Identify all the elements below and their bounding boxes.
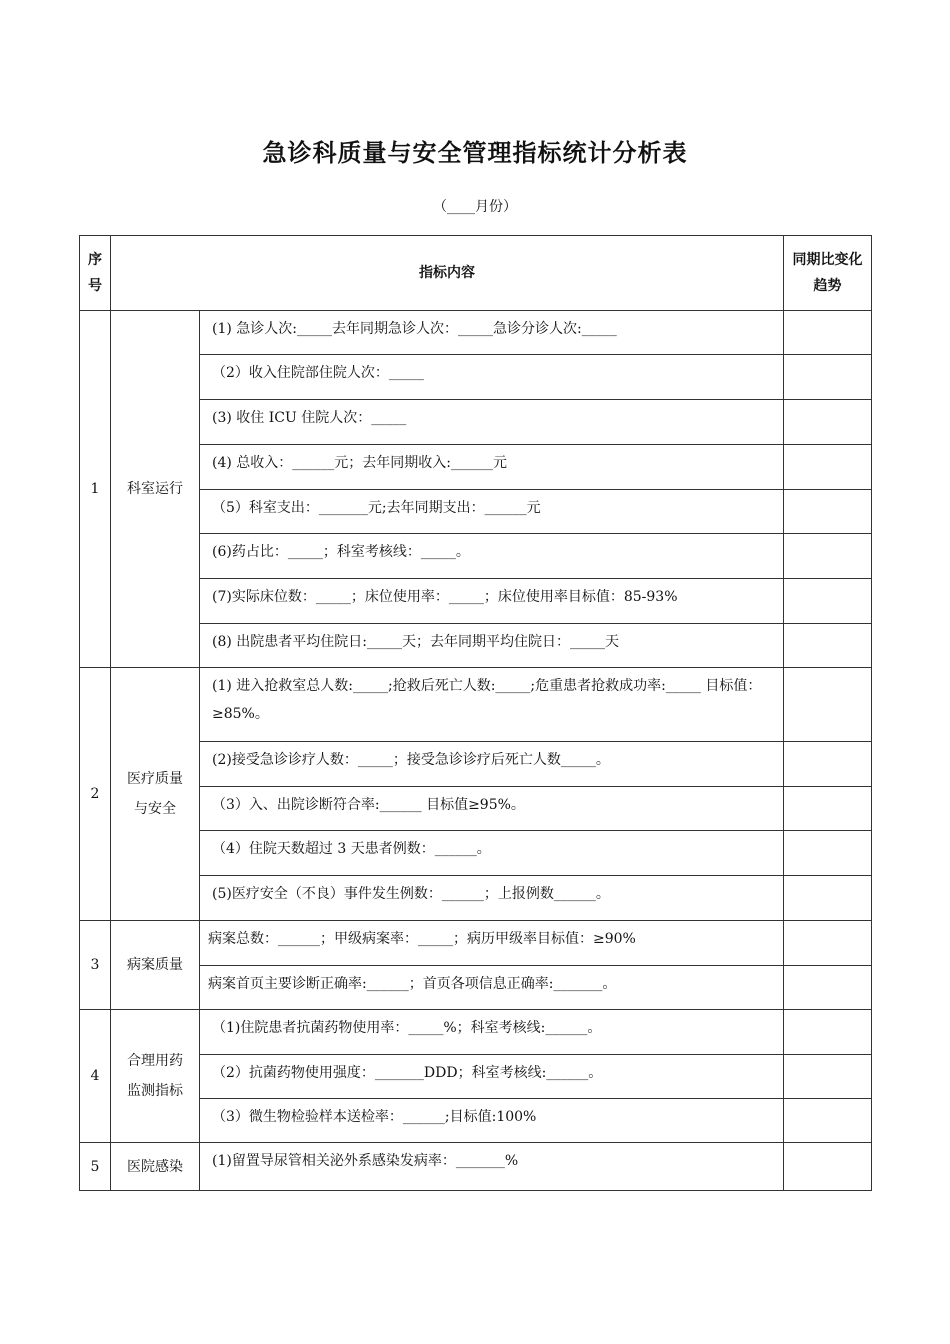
trend-input-cell[interactable] <box>784 1010 872 1055</box>
trend-input-cell[interactable] <box>784 400 872 445</box>
section-category: 医疗质量与安全 <box>111 668 200 921</box>
trend-input-cell[interactable] <box>784 1055 872 1099</box>
trend-input-cell[interactable] <box>784 355 872 400</box>
indicator-text: 病案总数：______；甲级病案率：_____；病历甲级率目标值：≥90% <box>200 921 784 966</box>
form-title: 急诊科质量与安全管理指标统计分析表 <box>262 139 688 167</box>
section-number: 1 <box>80 311 111 668</box>
trend-input-cell[interactable] <box>784 311 872 355</box>
indicator-text: 病案首页主要诊断正确率:______；首页各项信息正确率:_______。 <box>200 966 784 1010</box>
trend-input-cell[interactable] <box>784 668 872 742</box>
indicator-text: （3）入、出院诊断符合率:______ 目标值≥95%。 <box>200 787 784 831</box>
indicator-row <box>80 1143 872 1191</box>
indicator-text: (7)实际床位数：_____；床位使用率：_____；床位使用率目标值：85-93% <box>200 579 784 624</box>
indicator-text: (5)医疗安全（不良）事件发生例数：______；上报例数______。 <box>200 876 784 921</box>
trend-input-cell[interactable] <box>784 445 872 490</box>
trend-input-cell[interactable] <box>784 966 872 1010</box>
trend-input-cell[interactable] <box>784 1143 872 1191</box>
section-number: 4 <box>80 1010 111 1143</box>
indicator-table <box>79 235 872 1191</box>
indicator-text: （2）收入住院部住院人次：_____ <box>200 355 784 400</box>
indicator-row <box>80 1010 872 1055</box>
header-row <box>80 236 872 311</box>
trend-input-cell[interactable] <box>784 787 872 831</box>
indicator-text: （4）住院天数超过 3 天患者例数：______。 <box>200 831 784 876</box>
header-seq: 序号 <box>80 236 111 311</box>
trend-input-cell[interactable] <box>784 490 872 534</box>
trend-input-cell[interactable] <box>784 742 872 787</box>
header-content: 指标内容 <box>111 236 784 311</box>
indicator-text: （3）微生物检验样本送检率：______;目标值:100% <box>200 1099 784 1143</box>
indicator-text: （1)住院患者抗菌药物使用率：_____%；科室考核线:______。 <box>200 1010 784 1055</box>
indicator-text: (6)药占比：_____；科室考核线：_____。 <box>200 534 784 579</box>
indicator-row <box>80 668 872 742</box>
trend-input-cell[interactable] <box>784 579 872 624</box>
trend-input-cell[interactable] <box>784 921 872 966</box>
section-category: 医院感染 <box>111 1143 200 1191</box>
indicator-text: (2)接受急诊诊疗人数：_____；接受急诊诊疗后死亡人数_____。 <box>200 742 784 787</box>
section-category: 合理用药监测指标 <box>111 1010 200 1143</box>
section-number: 3 <box>80 921 111 1010</box>
indicator-text: (8) 出院患者平均住院日:_____天；去年同期平均住院日：_____天 <box>200 624 784 668</box>
trend-input-cell[interactable] <box>784 831 872 876</box>
header-trend: 同期比变化趋势 <box>784 236 872 311</box>
section-category: 病案质量 <box>111 921 200 1010</box>
indicator-row <box>80 921 872 966</box>
trend-input-cell[interactable] <box>784 534 872 579</box>
trend-input-cell[interactable] <box>784 1099 872 1143</box>
indicator-text: （5）科室支出：_______元;去年同期支出：______元 <box>200 490 784 534</box>
indicator-text: （2）抗菌药物使用强度：_______DDD；科室考核线:______。 <box>200 1055 784 1099</box>
section-number: 2 <box>80 668 111 921</box>
trend-input-cell[interactable] <box>784 624 872 668</box>
indicator-text: (1)留置导尿管相关泌外系感染发病率：_______% <box>200 1143 784 1191</box>
section-category: 科室运行 <box>111 311 200 668</box>
trend-input-cell[interactable] <box>784 876 872 921</box>
indicator-text: (4) 总收入：______元；去年同期收入:______元 <box>200 445 784 490</box>
indicator-text: (1) 急诊人次:_____去年同期急诊人次：_____急诊分诊人次:_____ <box>200 311 784 355</box>
indicator-text: (3) 收住 ICU 住院人次：_____ <box>200 400 784 445</box>
indicator-row <box>80 311 872 355</box>
month-label: （____月份） <box>433 199 517 215</box>
indicator-text: (1) 进入抢救室总人数:_____;抢救后死亡人数:_____;危重患者抢救成功率:_____ 目标值：≥85%。 <box>200 668 784 742</box>
section-number: 5 <box>80 1143 111 1191</box>
